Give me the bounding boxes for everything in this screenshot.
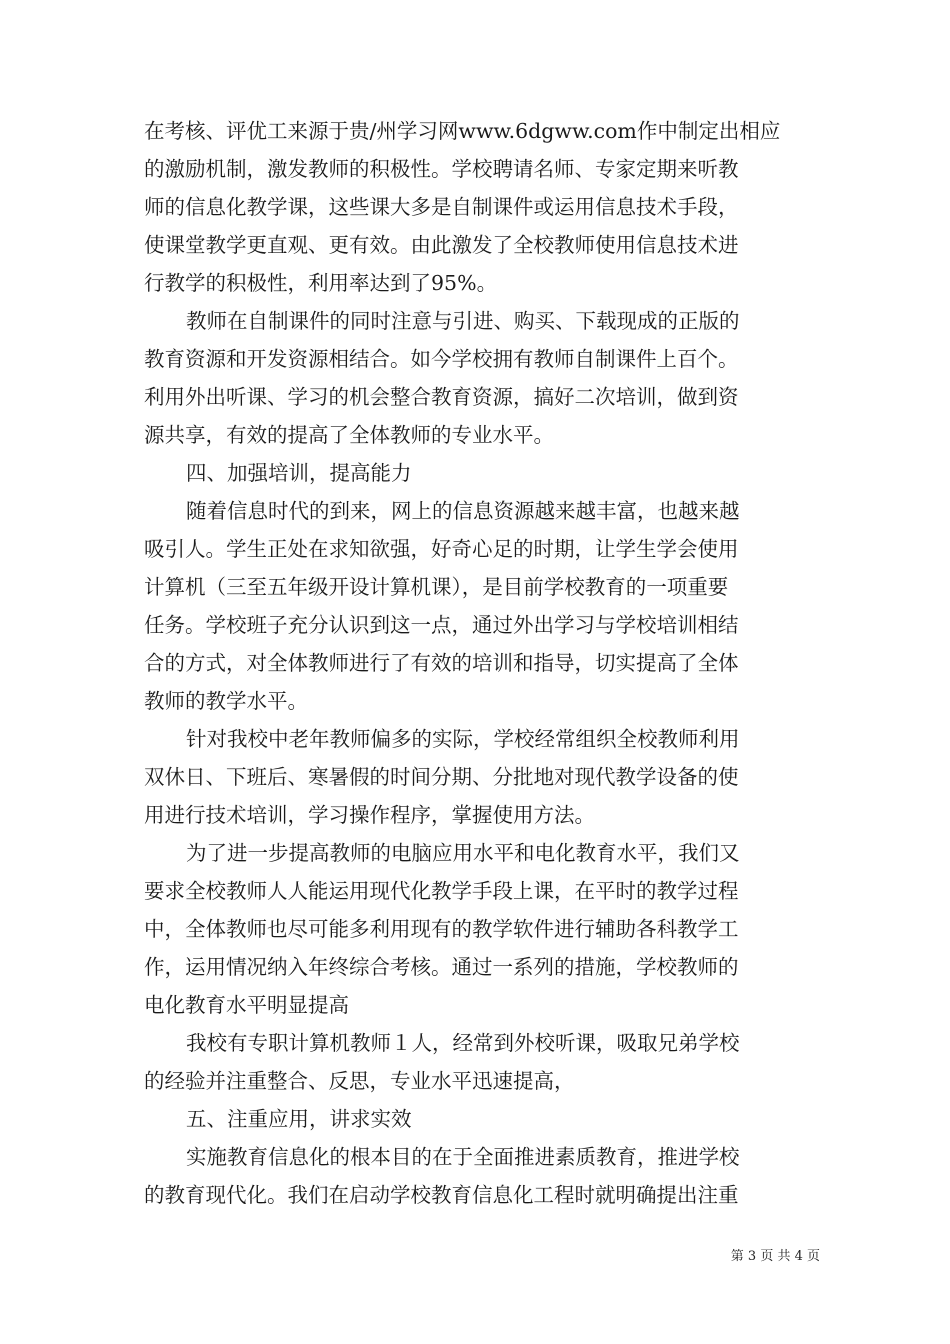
text-line: 任务。学校班子充分认识到这一点，通过外出学习与学校培训相结: [144, 613, 739, 637]
text-line: 行教学的积极性，利用率达到了95%。: [144, 271, 498, 295]
text-line: 四、加强培训，提高能力: [186, 461, 412, 485]
text-line: 教师在自制课件的同时注意与引进、购买、下载现成的正版的: [186, 309, 740, 333]
text-line: 利用外出听课、学习的机会整合教育资源，搞好二次培训，做到资: [144, 385, 739, 409]
text-line: 作，运用情况纳入年终综合考核。通过一系列的措施，学校教师的: [144, 955, 739, 979]
text-line: 吸引人。学生正处在求知欲强，好奇心足的时期，让学生学会使用: [144, 537, 739, 561]
text-line: 计算机（三至五年级开设计算机课），是目前学校教育的一项重要: [144, 575, 729, 599]
text-line: 在考核、评优工来源于贵/州学习网www.6dgww.com作中制定出相应: [144, 119, 781, 143]
text-line: 的经验并注重整合、反思，专业水平迅速提高，: [144, 1069, 575, 1093]
text-line: 实施教育信息化的根本目的在于全面推进素质教育，推进学校: [186, 1145, 740, 1169]
text-line: 中，全体教师也尽可能多利用现有的教学软件进行辅助各科教学工: [144, 917, 739, 941]
text-line: 教育资源和开发资源相结合。如今学校拥有教师自制课件上百个。: [144, 347, 739, 371]
text-line: 使课堂教学更直观、更有效。由此激发了全校教师使用信息技术进: [144, 233, 739, 257]
text-line: 合的方式，对全体教师进行了有效的培训和指导，切实提高了全体: [144, 651, 739, 675]
text-line: 为了进一步提高教师的电脑应用水平和电化教育水平，我们又: [186, 841, 740, 865]
text-line: 用进行技术培训，学习操作程序，掌握使用方法。: [144, 803, 595, 827]
text-line: 电化教育水平明显提高: [144, 993, 349, 1017]
text-line: 的教育现代化。我们在启动学校教育信息化工程时就明确提出注重: [144, 1183, 739, 1207]
document-body: [144, 112, 808, 1214]
text-line: 教师的教学水平。: [144, 689, 308, 713]
text-line: 要求全校教师人人能运用现代化教学手段上课，在平时的教学过程: [144, 879, 739, 903]
text-line: 双休日、下班后、寒暑假的时间分期、分批地对现代教学设备的使: [144, 765, 739, 789]
text-line: 针对我校中老年教师偏多的实际，学校经常组织全校教师利用: [186, 727, 740, 751]
text-line: 师的信息化教学课，这些课大多是自制课件或运用信息技术手段，: [144, 195, 739, 219]
text-line: 随着信息时代的到来，网上的信息资源越来越丰富，也越来越: [186, 499, 740, 523]
text-line: 五、注重应用，讲求实效: [186, 1107, 412, 1131]
text-line: 的激励机制，激发教师的积极性。学校聘请名师、专家定期来听教: [144, 157, 739, 181]
text-line: 源共享，有效的提高了全体教师的专业水平。: [144, 423, 554, 447]
text-line: 我校有专职计算机教师１人，经常到外校听课，吸取兄弟学校: [186, 1031, 740, 1055]
page-number-footer: 第 3 页 共 4 页: [730, 1249, 820, 1264]
